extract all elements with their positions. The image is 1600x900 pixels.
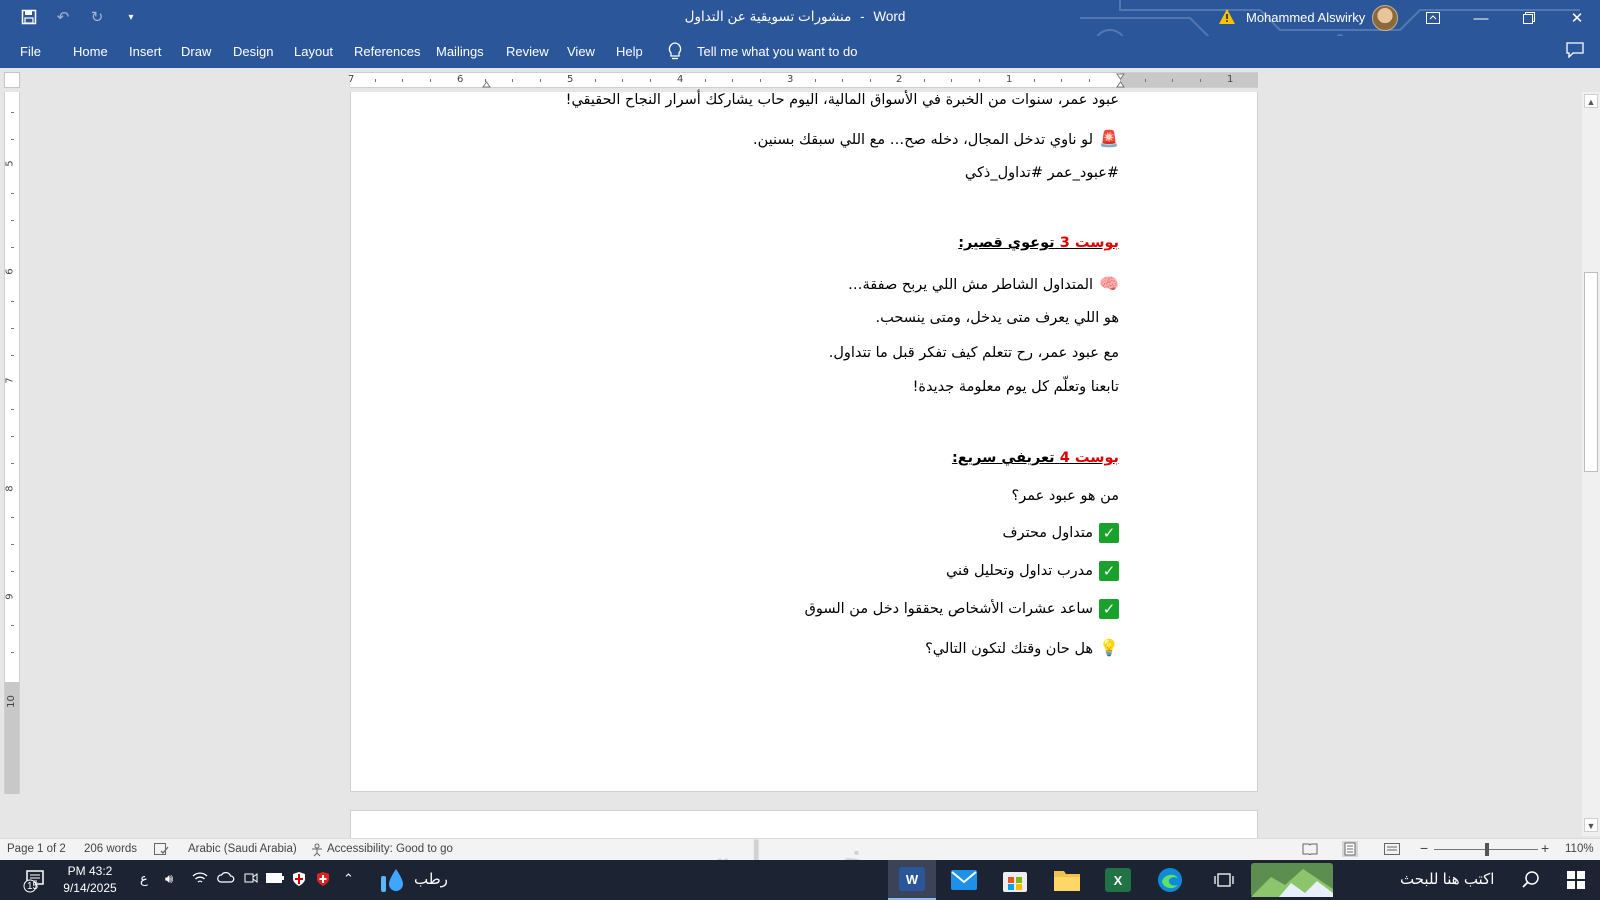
taskbar-mail[interactable] [940,860,988,900]
taskbar-explorer[interactable] [1043,860,1091,900]
checkmark-icon: ✓ [1099,599,1119,619]
zoom-out-button[interactable]: − [1420,840,1429,856]
checklist-text: مدرب تداول وتحليل فني [945,563,1093,579]
post-heading[interactable] [952,450,1119,466]
ruler-number: 4 [677,74,684,85]
tab-layout[interactable]: Layout [294,44,334,59]
tab-insert[interactable]: Insert [129,44,162,59]
antivirus-icon[interactable] [316,871,330,890]
wifi-icon[interactable] [192,871,208,888]
title-bar [0,0,1600,36]
paragraph[interactable]: مع عبود عمر، رح تتعلم كيف تفكر قبل ما تتداول. [828,345,1119,361]
taskbar-word[interactable] [888,860,936,900]
paragraph[interactable]: عبود عمر، سنوات من الخبرة في الأسواق المالية، اليوم حاب يشاركك أسرار النجاح الحقيقي! [565,92,1119,108]
accessibility-status[interactable]: Accessibility: Good to go [327,843,453,855]
edge-icon [1157,867,1183,893]
paragraph[interactable]: من هو عبود عمر؟ [1011,488,1119,504]
input-language[interactable]: ع [140,871,148,886]
security-icon[interactable] [292,871,306,890]
avatar[interactable] [1372,5,1398,31]
paragraph[interactable] [848,274,1119,293]
accessibility-icon[interactable] [310,843,325,860]
tab-references[interactable]: References [354,44,421,59]
scroll-thumb[interactable] [1584,272,1598,472]
hashtags[interactable]: #عبود_عمر #تداول_ذكي [964,165,1119,181]
taskbar-clock[interactable] [58,863,122,897]
tab-design[interactable]: Design [233,44,274,59]
mail-icon [951,870,977,890]
customize-qat-icon[interactable]: ▾ [128,11,134,23]
folder-icon [1054,869,1080,891]
checklist-text: متداول محترف [1002,525,1093,541]
minimize-icon[interactable]: — [1473,9,1489,27]
lightbulb-icon: 💡 [1099,638,1119,657]
ruler-number: 10 [5,695,17,708]
print-layout-icon[interactable] [1342,841,1358,860]
notifications-icon[interactable] [14,860,54,900]
tell-me-search[interactable]: Tell me what you want to do [697,44,858,59]
ruler-area [0,68,1600,92]
horizontal-ruler[interactable] [350,72,1258,88]
comments-icon[interactable] [1566,42,1584,63]
weather-text[interactable]: رطب [414,871,448,888]
checklist-item[interactable] [1003,523,1119,543]
ruler-number: 3 [787,74,794,85]
tab-home[interactable]: Home [73,44,108,59]
paragraph-text: المتداول الشاطر مش اللي يربح صفقة… [848,277,1094,293]
ribbon-display-icon[interactable] [1410,0,1456,36]
ruler-number: 9 [4,593,16,600]
scroll-down-icon[interactable]: ▼ [1584,818,1598,832]
ruler-right-margin [1120,73,1258,87]
taskbar-task-view[interactable] [1200,860,1248,900]
meet-icon[interactable] [244,871,258,888]
weather-icon[interactable] [380,866,406,897]
paragraph[interactable]: تابعنا وتعلّم كل يوم معلومة جديدة! [912,379,1119,395]
siren-icon: 🚨 [1099,129,1119,148]
zoom-level[interactable]: 110% [1565,843,1594,855]
tab-mailings[interactable]: Mailings [436,44,484,59]
windows-icon [1567,871,1585,889]
paragraph-text: لو ناوي تدخل المجال، دخله صح… مع اللي سبقك بسنين. [753,132,1094,148]
read-mode-icon[interactable] [1302,843,1318,858]
app-name: Word [873,9,906,24]
ruler-number: 5 [567,74,574,85]
post-title: تعريفي سريع: [951,450,1055,466]
post-number: 4 [1059,450,1070,466]
save-icon[interactable] [18,6,40,28]
taskbar-time: PM 43:2 [67,864,113,878]
checklist-text: ساعد عشرات الأشخاص يحققوا دخل من السوق [804,601,1093,617]
ruler-number: 1 [1006,74,1013,85]
document-page-2[interactable] [350,810,1258,840]
volume-icon[interactable]: 🔊︎ [165,871,174,886]
paragraph[interactable] [753,129,1119,148]
word-app-icon: W [899,867,925,891]
brain-icon: 🧠 [1099,274,1119,293]
excel-app-icon: X [1105,868,1131,892]
word-count[interactable]: 206 words [84,843,138,855]
ruler-number: 7 [348,74,355,85]
store-icon [1003,868,1027,892]
language-status[interactable]: Arabic (Saudi Arabia) [188,843,297,855]
tab-review[interactable]: Review [506,44,549,59]
page-count[interactable]: Page 1 of 2 [7,843,66,855]
chevron-up-icon[interactable]: ⌃ [343,871,354,886]
battery-icon[interactable] [266,871,284,886]
post-label: بوست [1074,450,1119,466]
window-title [600,9,990,25]
tab-view[interactable]: View [567,44,595,59]
search-highlight-image [1251,863,1333,897]
taskbar [0,860,1600,900]
checkmark-icon: ✓ [1099,561,1119,581]
web-layout-icon[interactable] [1384,843,1400,858]
paragraph[interactable]: هو اللي يعرف متى يدخل، ومتى ينسحب. [875,310,1119,326]
tab-help[interactable]: Help [616,44,643,59]
ruler-number: 7 [4,377,16,384]
redo-icon[interactable]: ↻ [90,9,104,26]
tab-file[interactable]: File [20,44,41,59]
proofing-icon[interactable] [154,843,169,859]
title-separator: - [860,9,865,24]
ruler-number: 2 [896,74,903,85]
undo-icon[interactable]: ↶ [56,9,70,26]
close-icon[interactable]: ✕ [1570,10,1584,27]
quick-access-toolbar [18,6,142,28]
scroll-up-icon[interactable]: ▲ [1584,94,1598,108]
taskbar-excel[interactable] [1094,860,1142,900]
task-view-icon [1214,872,1234,888]
ruler-number: 8 [4,485,16,492]
left-indent-marker[interactable] [482,73,491,88]
post-label: بوست [1074,235,1119,251]
status-bar [0,838,1600,860]
tab-draw[interactable]: Draw [181,44,212,59]
checklist-item[interactable] [946,561,1119,581]
restore-icon[interactable] [1506,0,1552,36]
ruler-number: 6 [4,268,16,275]
onedrive-icon[interactable] [217,871,235,886]
taskbar-edge[interactable] [1146,860,1194,900]
ribbon-tabs [0,36,1600,68]
tab-selector[interactable] [4,72,20,88]
zoom-slider-thumb[interactable] [1485,843,1489,856]
vertical-scrollbar[interactable] [1582,92,1600,836]
taskbar-search-input[interactable]: اكتب هنا للبحث [1400,871,1495,888]
taskbar-search-highlight[interactable] [1250,860,1334,900]
paragraph-text: هل حان وقتك لتكون التالي؟ [925,641,1094,657]
document-page[interactable] [350,92,1258,792]
warning-icon[interactable] [1218,8,1236,30]
taskbar-store[interactable] [991,860,1039,900]
post-number: 3 [1059,235,1070,251]
lightbulb-icon[interactable] [668,42,682,66]
search-icon[interactable] [1522,870,1540,891]
checkmark-icon: ✓ [1099,523,1119,543]
post-title: توعوي قصير: [958,235,1055,251]
checklist-item[interactable] [805,599,1119,619]
taskbar-date: 9/14/2025 [63,881,117,895]
ruler-number: 5 [4,160,16,167]
user-name[interactable]: Mohammed Alswirky [1246,10,1366,25]
start-button[interactable] [1552,860,1600,900]
vertical-ruler[interactable] [4,92,20,794]
ruler-number: 1 [1227,74,1234,85]
paragraph[interactable] [925,638,1119,657]
post-heading[interactable] [958,235,1119,251]
right-indent-marker[interactable] [1116,73,1125,88]
notification-count: 15 [27,881,39,892]
ruler-number: 6 [457,74,464,85]
zoom-in-button[interactable]: + [1541,840,1550,856]
document-title: منشورات تسويقية عن التداول [684,9,852,24]
